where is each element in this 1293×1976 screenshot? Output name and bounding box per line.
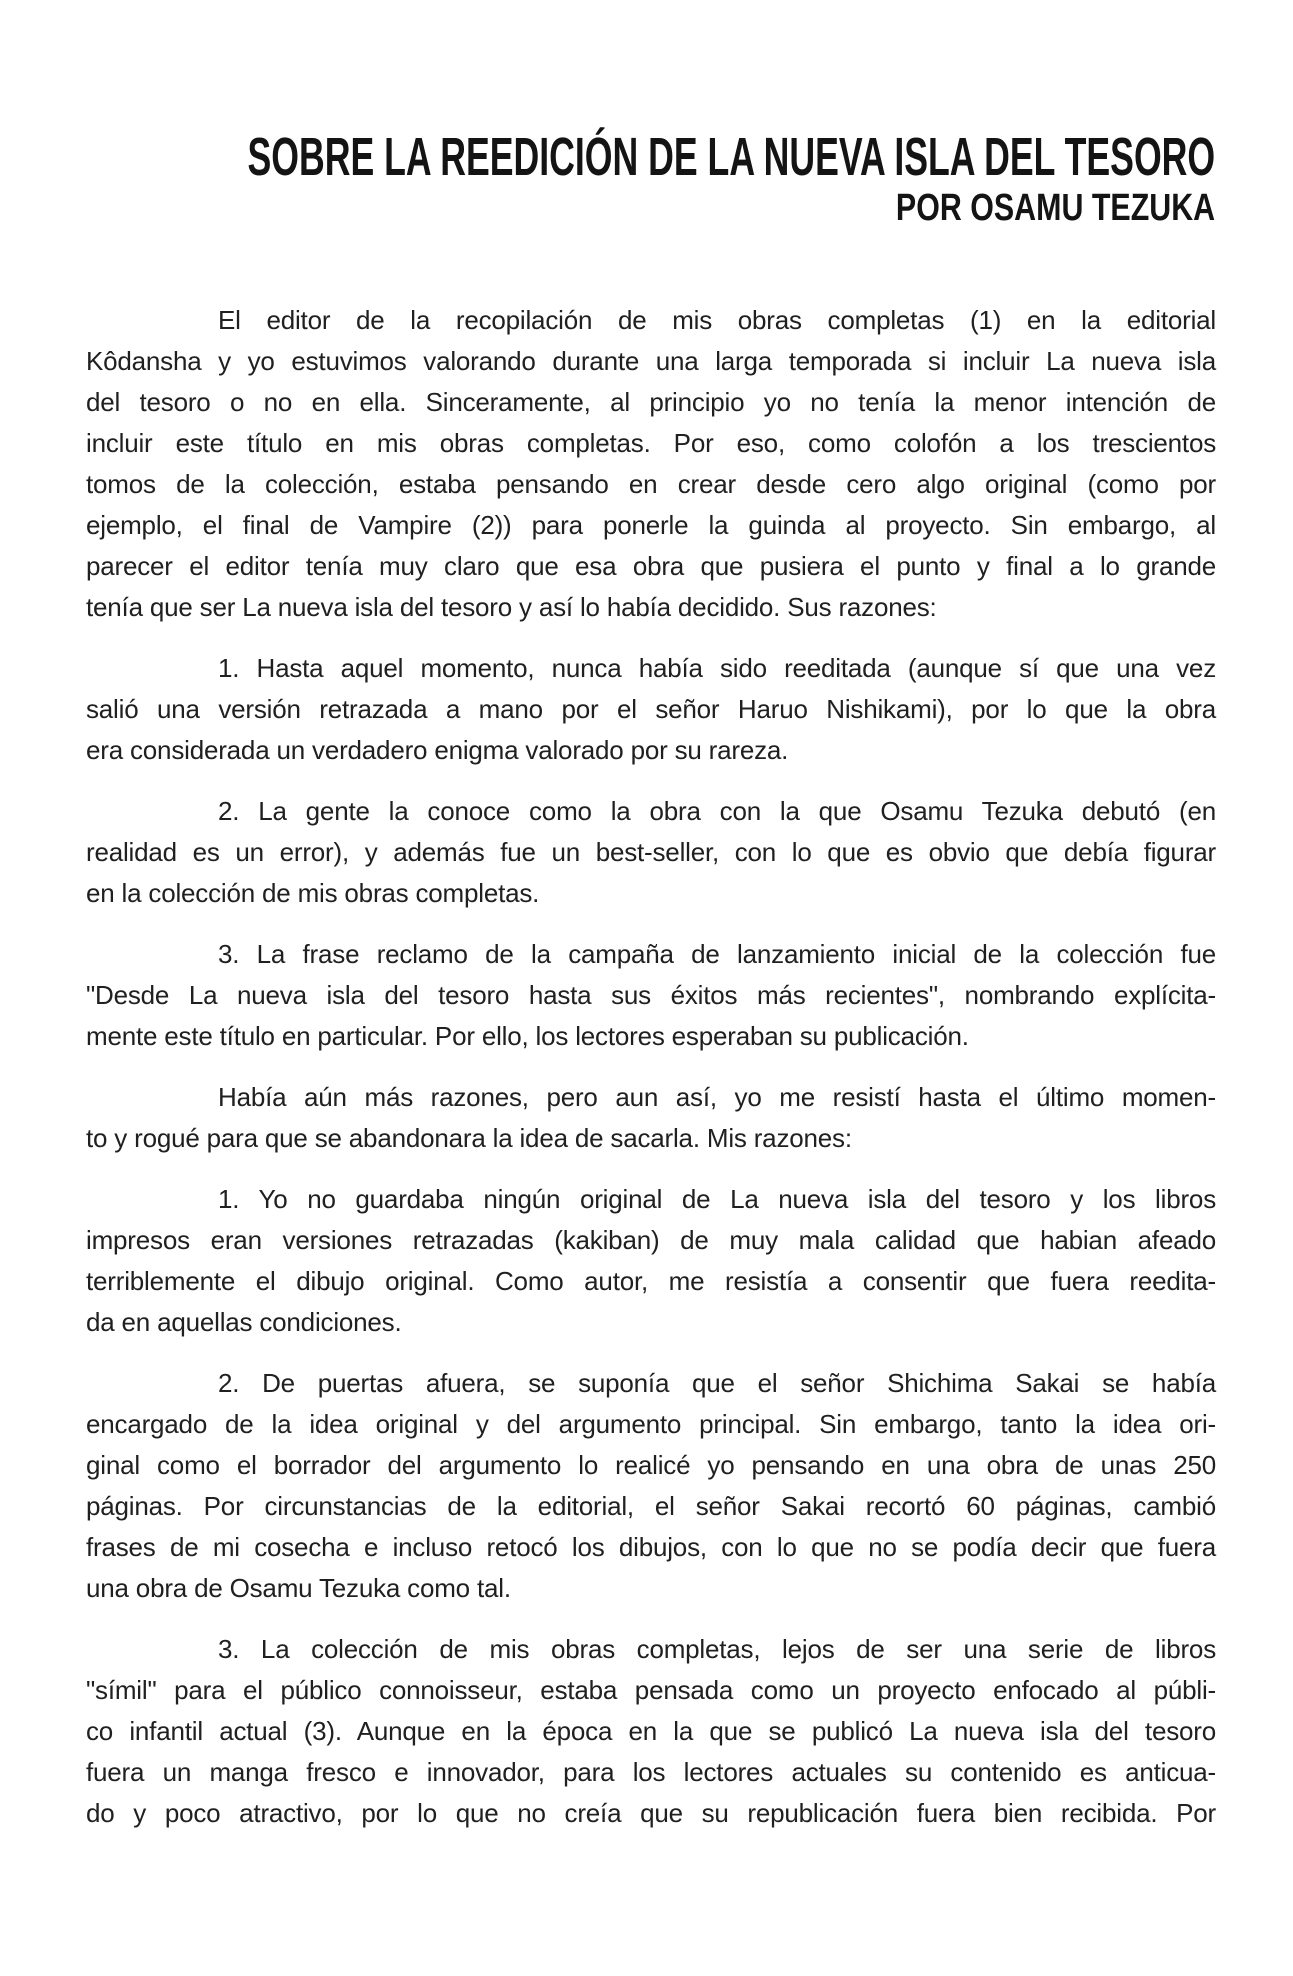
text-line: encargado de la idea original y del argumento principal. Sin embargo, tanto la idea ori- [86, 1409, 1216, 1439]
text-line: "Desde La nueva isla del tesoro hasta sus éxitos más recientes", nombrando explícita- [86, 980, 1216, 1010]
text-line: una obra de Osamu Tezuka como tal. [86, 1573, 511, 1603]
text-line: ginal como el borrador del argumento lo realicé yo pensando en una obra de unas 250 [86, 1450, 1216, 1480]
text-line: El editor de la recopilación de mis obras completas (1) en la editorial [218, 305, 1216, 335]
text-line: da en aquellas condiciones. [86, 1307, 402, 1337]
text-line: mente este título en particular. Por ello, los lectores esperaban su publicación. [86, 1021, 969, 1051]
paragraph-6 [86, 1179, 1216, 1343]
text-line: fuera un manga fresco e innovador, para los lectores actuales su contenido es anticua- [86, 1757, 1216, 1787]
text-line: 2. La gente la conoce como la obra con la que Osamu Tezuka debutó (en [218, 796, 1216, 826]
paragraph-3 [86, 791, 1216, 914]
text-line: 1. Yo no guardaba ningún original de La nueva isla del tesoro y los libros [218, 1184, 1216, 1214]
text-line: tomos de la colección, estaba pensando en crear desde cero algo original (como por [86, 469, 1216, 499]
text-line: era considerada un verdadero enigma valorado por su rareza. [86, 735, 789, 765]
text-line: 3. La colección de mis obras completas, lejos de ser una serie de libros [218, 1634, 1216, 1664]
paragraph-4 [86, 934, 1216, 1057]
paragraph-5 [86, 1077, 1216, 1159]
document-header [0, 127, 1215, 229]
paragraph-8 [86, 1629, 1216, 1834]
text-line: incluir este título en mis obras completas. Por eso, como colofón a los trescientos [86, 428, 1216, 458]
text-line: Había aún más razones, pero aun así, yo me resistí hasta el último momen- [218, 1082, 1216, 1112]
text-line: 2. De puertas afuera, se suponía que el señor Shichima Sakai se había [218, 1368, 1216, 1398]
text-line: parecer el editor tenía muy claro que esa obra que pusiera el punto y final a lo grande [86, 551, 1216, 581]
text-line: 3. La frase reclamo de la campaña de lanzamiento inicial de la colección fue [218, 939, 1216, 969]
text-line: co infantil actual (3). Aunque en la época en la que se publicó La nueva isla del tesoro [86, 1716, 1216, 1746]
text-line: to y rogué para que se abandonara la idea de sacarla. Mis razones: [86, 1123, 852, 1153]
text-line: del tesoro o no en ella. Sinceramente, al principio yo no tenía la menor intención de [86, 387, 1216, 417]
text-line: ejemplo, el final de Vampire (2)) para ponerle la guinda al proyecto. Sin embargo, al [86, 510, 1216, 540]
text-line: Kôdansha y yo estuvimos valorando durante una larga temporada si incluir La nueva isla [86, 346, 1216, 376]
paragraph-2 [86, 648, 1216, 771]
text-line: páginas. Por circunstancias de la editorial, el señor Sakai recortó 60 páginas, cambió [86, 1491, 1216, 1521]
paragraph-1 [86, 300, 1216, 628]
text-line: en la colección de mis obras completas. [86, 878, 540, 908]
text-line: do y poco atractivo, por lo que no creía que su republicación fuera bien recibida. Por [86, 1798, 1216, 1828]
text-line: "símil" para el público connoisseur, estaba pensada como un proyecto enfocado al públi- [86, 1675, 1216, 1705]
text-line: realidad es un error), y además fue un best-seller, con lo que es obvio que debía figurar [86, 837, 1216, 867]
document-body [86, 300, 1216, 1854]
text-line: tenía que ser La nueva isla del tesoro y así lo había decidido. Sus razones: [86, 592, 937, 622]
byline: POR OSAMU TEZUKA [895, 187, 1215, 229]
text-line: impresos eran versiones retrazadas (kakiban) de muy mala calidad que habian afeado [86, 1225, 1216, 1255]
text-line: salió una versión retrazada a mano por el señor Haruo Nishikami), por lo que la obra [86, 694, 1216, 724]
text-line: 1. Hasta aquel momento, nunca había sido reeditada (aunque sí que una vez [218, 653, 1216, 683]
page-title: SOBRE LA REEDICIÓN DE LA NUEVA ISLA DEL TESORO [247, 127, 1215, 187]
text-line: frases de mi cosecha e incluso retocó los dibujos, con lo que no se podía decir que fuera [86, 1532, 1216, 1562]
paragraph-7 [86, 1363, 1216, 1609]
text-line: terriblemente el dibujo original. Como autor, me resistía a consentir que fuera reedita- [86, 1266, 1216, 1296]
